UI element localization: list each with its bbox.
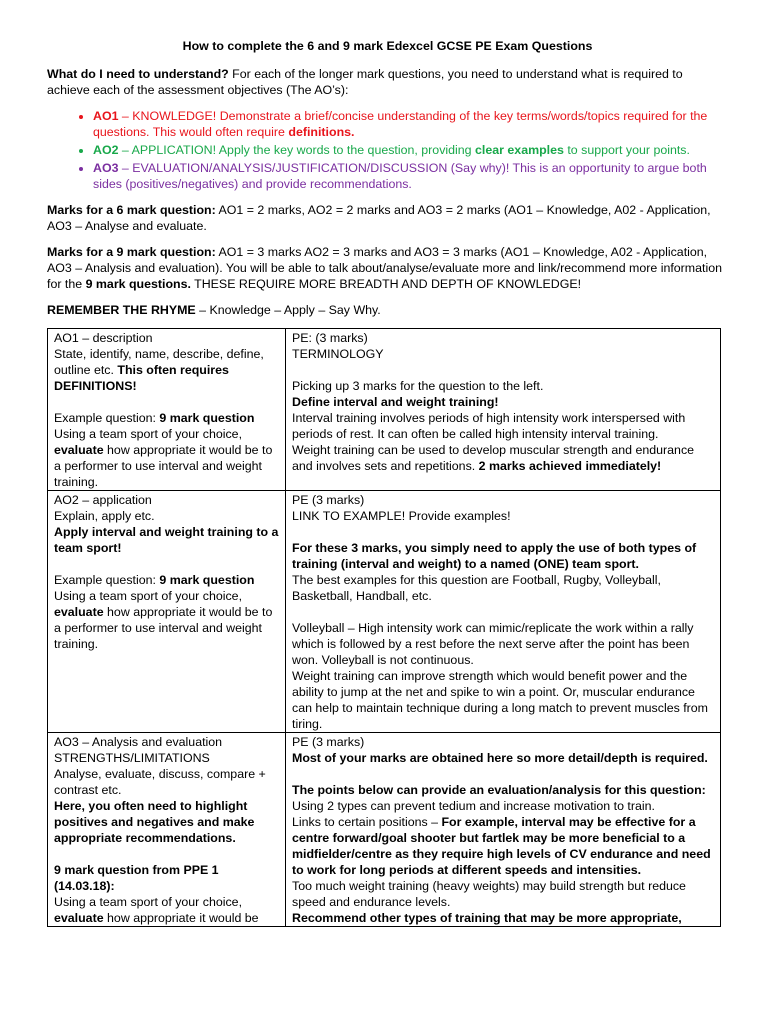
cell-text-part: how appropriate it would be to a performer to use interval and weight training.: [54, 605, 273, 651]
cell-text-part: Links to certain positions –: [292, 815, 442, 829]
rhyme-text: – Knowledge – Apply – Say Why.: [195, 303, 381, 317]
rhyme-paragraph: [47, 302, 728, 318]
cell-text-part: Using a team sport of your choice,: [54, 427, 243, 441]
cell-question: [54, 426, 279, 490]
cell-bold: evaluate: [54, 911, 104, 925]
cell-bold: 9 mark question: [159, 411, 255, 425]
cell-bold: 2 marks achieved immediately!: [478, 459, 662, 473]
table-row: [48, 733, 721, 927]
intro-lead: What do I need to understand?: [47, 67, 229, 81]
cell-text-part: State, identify, name, describe, define, outline etc.: [54, 347, 264, 377]
cell-heading: AO3 – Analysis and evaluation: [54, 735, 223, 749]
cell-bold: evaluate: [54, 443, 104, 457]
cell-bold: For example, interval may be effective for a centre forward/goal shooter but fartlek may be more beneficial to a midfielder/centre as they require high levels of CV endurance and need to work for long periods at different speeds and intensities.: [292, 815, 711, 877]
objective-bold: definitions.: [288, 125, 355, 139]
intro-paragraph: [47, 66, 728, 98]
cell-text: STRENGTHS/LIMITATIONS: [54, 751, 210, 765]
cell-heading: PE: (3 marks): [292, 331, 368, 345]
ao-table: [47, 328, 721, 927]
nine-mark-tail: THESE REQUIRE MORE BREADTH AND DEPTH OF KNOWLEDGE!: [190, 277, 582, 291]
ao2-right-cell: [286, 491, 721, 733]
cell-text: TERMINOLOGY: [292, 347, 384, 361]
cell-text-part: Using a team sport of your choice,: [54, 895, 243, 909]
cell-question: [54, 894, 279, 926]
rhyme-lead: REMEMBER THE RHYME: [47, 303, 196, 317]
cell-text: [292, 442, 714, 474]
objective-ao2: [93, 142, 728, 158]
cell-text: Weight training can improve strength which would benefit power and the ability to jump at the net and spike to win a point. Or, muscular endurance can help to maintain technique during a long match to prevent muscles from tiring.: [292, 669, 709, 731]
cell-bold: Here, you often need to highlight positives and negatives and make appropriate recommendations.: [54, 799, 255, 845]
objective-text: – KNOWLEDGE! Demonstrate a brief/concise understanding of the key terms/words/topics required for the questions. This would often require: [93, 109, 708, 139]
cell-text-part: how appropriate it would be: [103, 911, 259, 925]
cell-text: The best examples for this question are Football, Rugby, Volleyball, Basketball, Handball, etc.: [292, 573, 661, 603]
cell-text: [292, 814, 714, 878]
objective-bold: clear examples: [475, 143, 564, 157]
ao1-right-cell: [286, 329, 721, 491]
objective-ao3: [93, 160, 728, 192]
intro-text: For each of the longer mark questions, you need to understand what is required to achieve each of the assessment objectives (The AO’s):: [47, 67, 683, 97]
cell-text: Volleyball – High intensity work can mimic/replicate the work within a rally which is followed by a rest before the next serve after the point has been won. Volleyball is not continuous.: [292, 621, 694, 667]
ao2-left-cell: [48, 491, 286, 733]
six-mark-text: AO1 = 2 marks, AO2 = 2 marks and AO3 = 2 marks (AO1 – Knowledge, A02 - Application, AO3 – Analyse and evaluate.: [47, 203, 711, 233]
cell-bold: Define interval and weight training!: [292, 395, 499, 409]
cell-bold: 9 mark question: [159, 573, 255, 587]
cell-text: [54, 346, 279, 394]
cell-heading: PE (3 marks): [292, 735, 365, 749]
cell-bold: Recommend other types of training that may be more appropriate,: [292, 911, 682, 925]
ao3-right-cell: [286, 733, 721, 927]
cell-text: Picking up 3 marks for the question to the left.: [292, 379, 544, 393]
cell-heading: AO1 – description: [54, 331, 153, 345]
cell-text: Using 2 types can prevent tedium and increase motivation to train.: [292, 799, 655, 813]
ao1-left-cell: [48, 329, 286, 491]
cell-bold: evaluate: [54, 605, 104, 619]
objective-label: AO2: [93, 143, 119, 157]
cell-example: [54, 410, 279, 426]
cell-question: [54, 588, 279, 652]
six-mark-paragraph: [47, 202, 728, 234]
cell-example: [54, 572, 279, 588]
objective-label: AO3: [93, 161, 119, 175]
nine-mark-text: AO1 = 3 marks AO2 = 3 marks and AO3 = 3 marks (AO1 – Knowledge, A02 - Application, AO3 – Analysis and evaluation). You will be able to talk about/analyse/evaluate more and link/recommend more information for the: [47, 245, 722, 291]
cell-text: LINK TO EXAMPLE! Provide examples!: [292, 509, 511, 523]
cell-text: Interval training involves periods of high intensity work interspersed with periods of rest. It can often be called high intensity interval training.: [292, 411, 686, 441]
six-mark-lead: Marks for a 6 mark question:: [47, 203, 216, 217]
cell-text: Analyse, evaluate, discuss, compare + contrast etc.: [54, 767, 266, 797]
cell-text-part: Example question:: [54, 573, 160, 587]
cell-text-part: Using a team sport of your choice,: [54, 589, 243, 603]
cell-heading: PE (3 marks): [292, 493, 365, 507]
cell-text-part: Example question:: [54, 411, 160, 425]
cell-bold: The points below can provide an evaluation/analysis for this question:: [292, 783, 706, 797]
cell-bold: 9 mark question from PPE 1 (14.03.18):: [54, 863, 219, 893]
objective-text: – APPLICATION! Apply the key words to the question, providing: [118, 143, 476, 157]
nine-mark-paragraph: [47, 244, 728, 292]
objectives-list: [47, 108, 728, 192]
objective-ao1: [93, 108, 728, 140]
nine-mark-bold: 9 mark questions.: [85, 277, 191, 291]
nine-mark-lead: Marks for a 9 mark question:: [47, 245, 216, 259]
cell-text-part: how appropriate it would be to a performer to use interval and weight training.: [54, 443, 273, 489]
table-row: [48, 329, 721, 491]
objective-text: – EVALUATION/ANALYSIS/JUSTIFICATION/DISCUSSION (Say why)! This is an opportunity to argue both sides (positives/negatives) and provide recommendations.: [93, 161, 707, 191]
objective-label: AO1: [93, 109, 119, 123]
ao3-left-cell: [48, 733, 286, 927]
table-row: [48, 491, 721, 733]
cell-bold: This often requires DEFINITIONS!: [54, 363, 229, 393]
page-title: How to complete the 6 and 9 mark Edexcel GCSE PE Exam Questions: [182, 39, 593, 53]
cell-text: Too much weight training (heavy weights) may build strength but reduce speed and endurance levels.: [292, 879, 686, 909]
cell-text: Explain, apply etc.: [54, 509, 155, 523]
cell-text-part: Weight training can be used to develop muscular strength and endurance and involves sets and repetitions.: [292, 443, 695, 473]
cell-bold: Apply interval and weight training to a team sport!: [54, 525, 279, 555]
objective-tail: to support your points.: [563, 143, 690, 157]
cell-bold: For these 3 marks, you simply need to apply the use of both types of training (interval and weight) to a named (ONE) team sport.: [292, 541, 697, 571]
cell-heading: AO2 – application: [54, 493, 152, 507]
cell-bold: Most of your marks are obtained here so more detail/depth is required.: [292, 751, 708, 765]
